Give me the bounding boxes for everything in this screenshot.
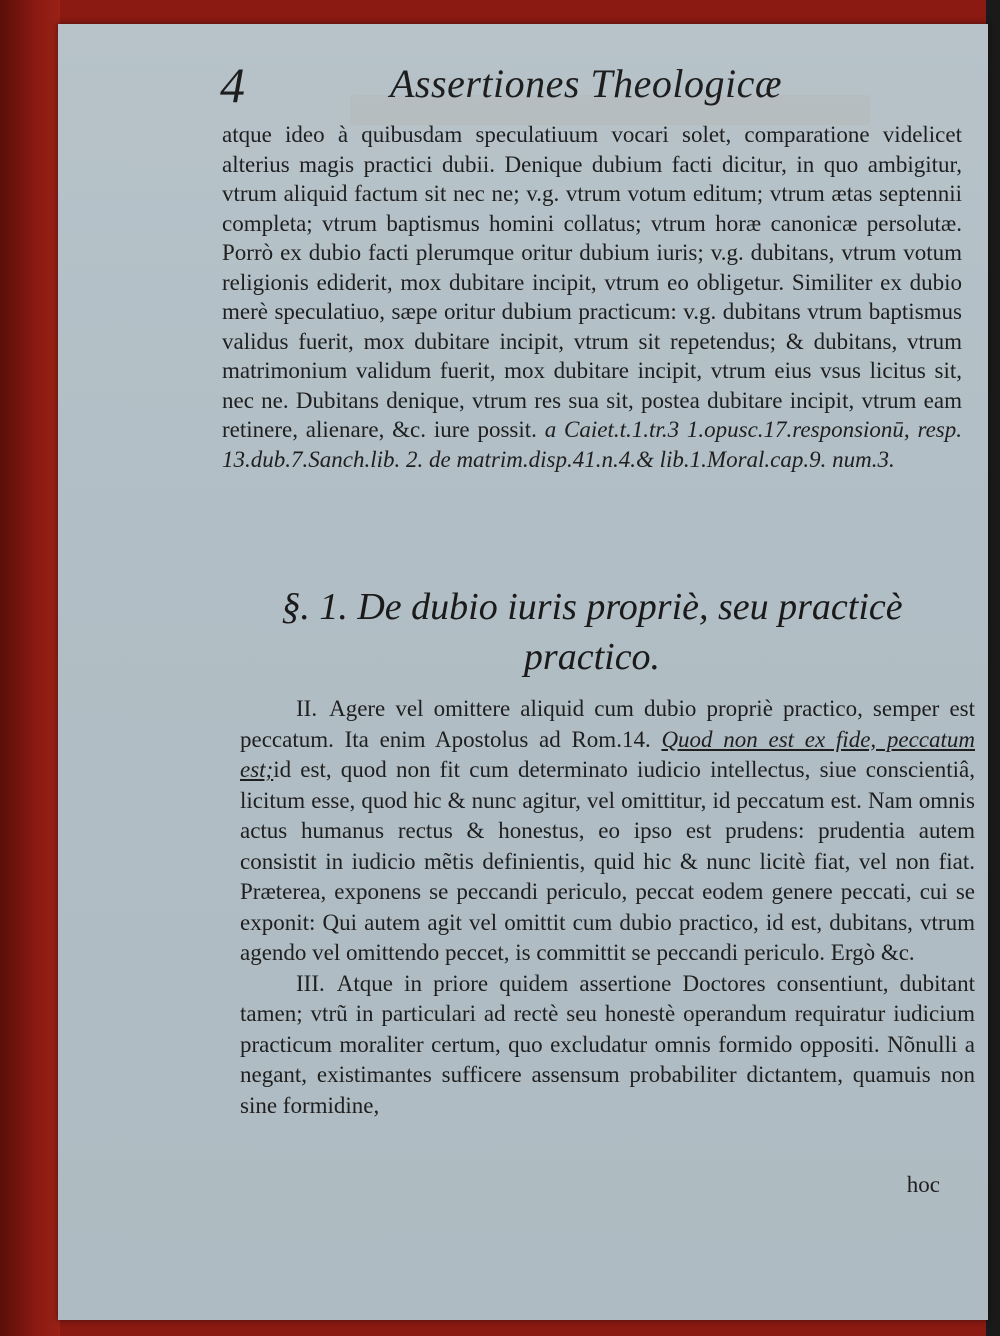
section-heading — [222, 582, 962, 682]
paragraph-iii — [240, 969, 975, 1122]
paragraph-ii — [240, 694, 975, 969]
section-title: De dubio iuris propriè, seu practicè practico. — [357, 586, 903, 678]
section-marker: §. 1. — [281, 586, 348, 628]
intro-text: atque ideo à quibusdam speculatiuum vocari solet, comparatione videlicet alterius magis practici dubii. Denique dubium facti dicitur, in quo ambigitur, vtrum aliquid factum sit nec ne; v.g. vtrum votum editum; vtrum ætas septennii completa; vtrum baptismus homini collatus; vtrum horæ canonicæ persolutæ. Porrò ex dubio facti plerumque oritur dubium iuris; v.g. dubitans, vtrum votum religionis ediderit, mox dubitare incipit, vtrum eo obligetur. Similiter ex dubio merè speculatiuo, sæpe oritur dubium practicum: v.g. dubitans vtrum baptismus validus fuerit, mox dubitare incipit, vtrum sit repetendus; & dubitans, vtrum matrimonium validum fuerit, mox dubitare incipit, vtrum eius vsus licitus sit, nec ne. Dubitans denique, vtrum res sua sit, postea dubitare incipit, vtrum eam retinere, alienare, &c. iure possit. — [222, 122, 962, 442]
page-header — [150, 56, 940, 116]
intro-citation: a Caiet.t.1.tr.3 1.opusc.17.responsionū, resp. 13.dub.7.Sanch.lib. 2. de matrim.disp.41.n.4.& lib.1.Moral.cap.9. num.3. — [222, 417, 962, 472]
paragraph-ii-text-after: id est, quod non fit cum determinato iudicio intellectus, siue conscientiâ, licitum esse, quod hic & nunc agitur, vel omittitur, id peccatum est. Nam omnis actus humanus rectus & honestus, eo ipso est prudens: prudentia autem consistit in iudicio mẽtis definientis, quid hic & nunc licitè fiat, vel non fiat. Præterea, exponens se peccandi periculo, peccat eodem genere peccati, cui se exponit: Qui autem agit vel omittit cum dubio practico, id est, dubitans, vtrum agendo vel omittendo peccet, is committit se peccandi periculo. Ergò &c. — [240, 757, 975, 965]
main-text-block — [240, 694, 975, 1121]
page-number: 4 — [220, 57, 245, 113]
paragraph-iii-text: Atque in priore quidem assertione Doctores consentiunt, dubitant tamen; vtrũ in particulari ad rectè seu honestè operandum requiratur iudicium practicum moraliter certum, quo excludatur omnis formido oppositi. Nõnulli a negant, existimantes sufficere assensum probabiliter dictantem, quamuis non sine formidine, — [240, 970, 975, 1118]
page-edge — [986, 0, 1000, 1336]
intro-paragraph — [222, 120, 962, 474]
paragraph-number-ii: II. — [296, 696, 318, 721]
paragraph-number-iii: III. — [296, 970, 325, 996]
intro-text-block — [222, 120, 962, 474]
backdrop — [0, 0, 60, 1336]
running-title: Assertiones Theologicæ — [390, 61, 783, 106]
scripture-quote: Quod non est ex fide, peccatum est; — [240, 726, 976, 782]
catchword: hoc — [906, 1172, 940, 1197]
paragraph-ii-text-before: Agere vel omittere aliquid cum dubio propriè practico, semper est peccatum. Ita enim Apostolus ad Rom.14. — [240, 696, 975, 752]
